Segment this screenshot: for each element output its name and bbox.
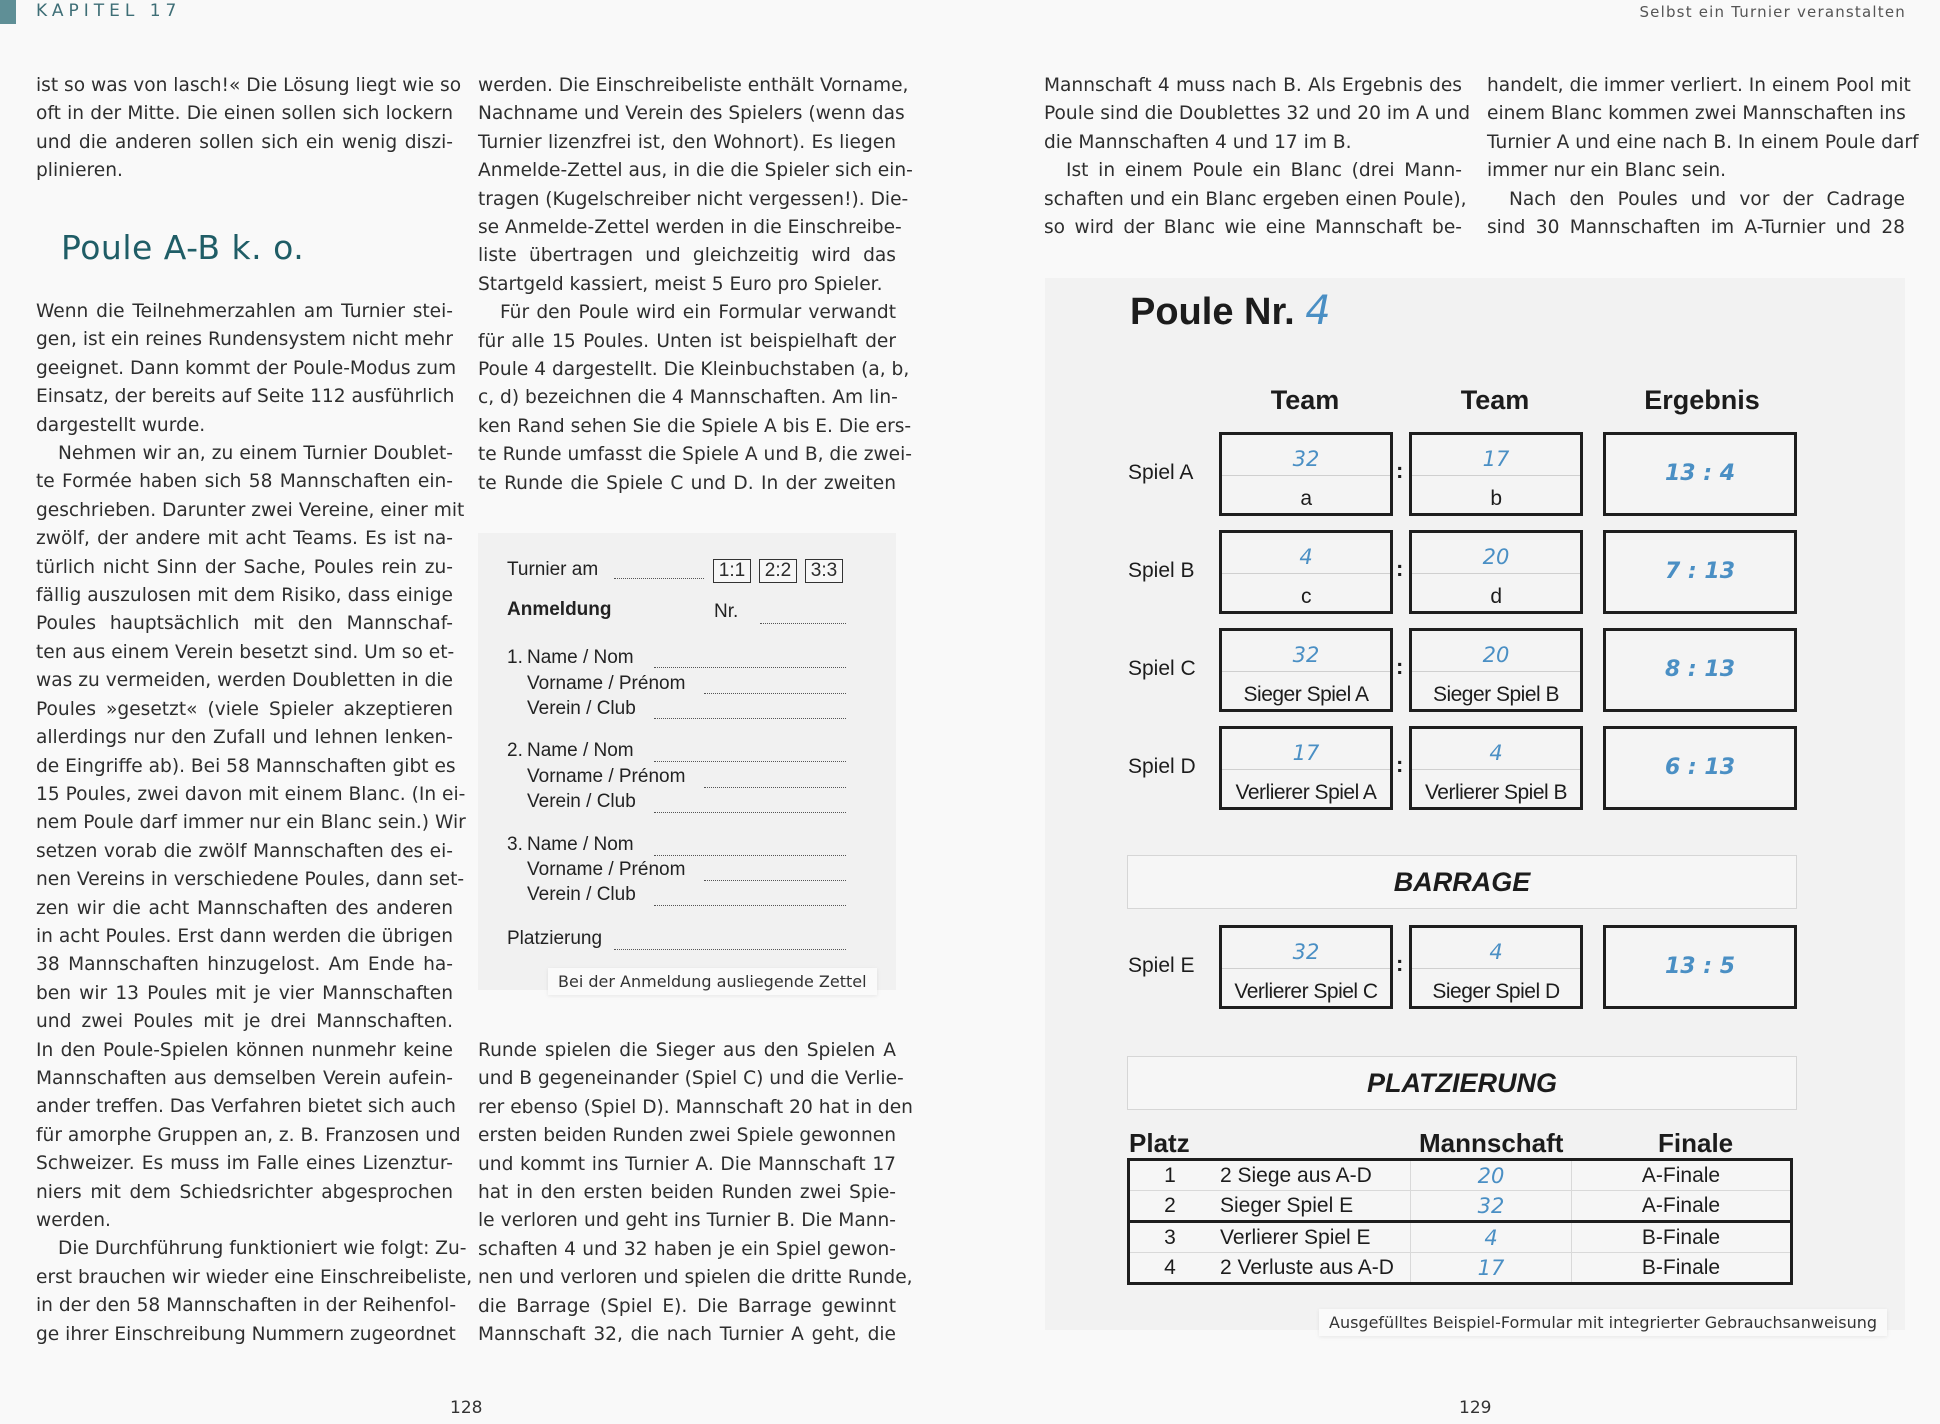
- text-line: fällig auszulosen mit dem Risiko, dass einige: [36, 585, 453, 607]
- player-1-first-name-label: Vorname / Prénom: [527, 673, 686, 694]
- game-e-label: Spiel E: [1128, 954, 1195, 977]
- text-line: Turnier lizenzfrei ist, den Wohnort). Es liegen: [478, 131, 896, 153]
- versus-separator: :: [1396, 458, 1404, 483]
- text-line: Einsatz, der bereits auf Seite 112 ausführlich: [36, 386, 455, 408]
- text-line: Poules hauptsächlich mit den Mannschaf-: [36, 613, 453, 635]
- team-slot-label: Verlierer Spiel B: [1424, 781, 1568, 804]
- player-1-name-field: [654, 667, 846, 668]
- text-line: Nach den Poules und vor der Cadrage: [1509, 188, 1905, 210]
- text-line: plinieren.: [36, 160, 123, 182]
- game-e-score: 13 : 5: [1603, 925, 1797, 1009]
- text-line: in der den 58 Mannschaften in der Reihenfol-: [36, 1295, 457, 1317]
- placement-row: [1129, 1253, 1792, 1284]
- text-line: setzen vorab die zwölf Mannschaften des ei-: [36, 840, 453, 862]
- versus-separator: :: [1396, 752, 1404, 777]
- place-description: 2 Siege aus A-D: [1210, 1160, 1411, 1191]
- text-line: türlich nicht Sinn der Sache, Poules rein zu-: [36, 556, 453, 578]
- player-3-index: 3.: [507, 834, 523, 855]
- game-a-score: 13 : 4: [1603, 432, 1797, 516]
- placement-field: [614, 949, 846, 950]
- section-heading: Poule A-B k. o.: [61, 228, 305, 267]
- player-2-club-label: Verein / Club: [527, 791, 636, 812]
- team-number: 20: [1412, 643, 1580, 672]
- text-line: Startgeld kassiert, meist 5 Euro pro Spieler.: [478, 273, 883, 295]
- game-d-team-2: [1409, 726, 1583, 810]
- team-slot-label: Verlierer Spiel A: [1235, 781, 1377, 804]
- text-line: Anmelde-Zettel aus, in die die Spieler sich ein-: [478, 160, 913, 182]
- player-3-name-field: [654, 855, 846, 856]
- number-field: [760, 623, 846, 624]
- poule-title: [1130, 288, 1331, 334]
- team-slot-label: b: [1490, 487, 1502, 510]
- left-page-column-1-intro: [36, 72, 462, 186]
- player-2-first-name-label: Vorname / Prénom: [527, 766, 686, 787]
- placement-header-place: Platz: [1129, 1128, 1190, 1158]
- format-box-1-1: 1:1: [713, 559, 751, 583]
- game-e-team-2: [1409, 925, 1583, 1009]
- game-e-team-1: [1219, 925, 1393, 1009]
- text-line: se Anmelde-Zettel werden in die Einschreibe-: [478, 217, 902, 239]
- text-line: nen und verloren und spielen die dritte Runde,: [478, 1267, 913, 1289]
- text-line: oft in der Mitte. Die einen sollen sich lockern: [36, 103, 453, 125]
- text-line: le verloren und geht ins Turnier B. Die Mann-: [478, 1210, 896, 1232]
- team-number: 32: [1222, 940, 1390, 969]
- poule-title-label: Poule Nr.: [1130, 291, 1295, 333]
- poule-number: 4: [1305, 288, 1331, 334]
- text-line: in acht Poules. Erst dann werden die übrigen: [36, 925, 453, 947]
- team-slot-label: c: [1301, 585, 1311, 608]
- player-3-first-name-field: [704, 880, 846, 881]
- text-line: schaften 4 und 32 haben je ein Spiel gewon-: [478, 1238, 896, 1260]
- team-slot-label: Sieger Spiel A: [1243, 683, 1369, 706]
- text-line: ten aus einem Verein besetzt sind. Um so et-: [36, 641, 455, 663]
- text-line: rer ebenso (Spiel D). Mannschaft 20 hat in den: [478, 1096, 913, 1118]
- player-2-first-name-field: [704, 787, 846, 788]
- text-line: c, d) bezeichnen die 4 Mannschaften. Am lin-: [478, 387, 898, 409]
- text-line: 15 Poules, zwei davon mit einem Blanc. (In ei-: [36, 783, 466, 805]
- place-number: 2: [1129, 1191, 1211, 1222]
- tournament-date-label: Turnier am: [507, 559, 599, 580]
- text-line: Runde spielen die Sieger aus den Spielen A: [478, 1040, 896, 1061]
- game-b-team-2: [1409, 530, 1583, 614]
- format-box-2-2: 2:2: [759, 559, 797, 583]
- poule-form-figure: [1045, 278, 1905, 1330]
- text-line: werden.: [36, 1210, 111, 1231]
- text-line: immer nur ein Blanc sein.: [1487, 160, 1727, 182]
- chapter-label: KAPITEL 17: [36, 1, 182, 21]
- text-line: te Runde die Spiele C und D. In der zweiten: [478, 472, 896, 494]
- text-line: geschrieben. Darunter zwei Vereine, einer mit: [36, 499, 465, 521]
- text-line: so wird der Blanc wie eine Mannschaft be-: [1044, 217, 1462, 239]
- place-description: Verlierer Spiel E: [1210, 1222, 1411, 1253]
- team-number: 17: [1412, 447, 1580, 476]
- text-line: was zu vermeiden, werden Doubletten in die: [36, 670, 453, 692]
- place-description: 2 Verluste aus A-D: [1220, 1255, 1394, 1279]
- text-line: ben wir 13 Poules mit je vier Mannschaften: [36, 982, 453, 1004]
- text-line: hat in den ersten beiden Runden zwei Spie-: [478, 1182, 896, 1204]
- game-b-team-1: [1219, 530, 1393, 614]
- text-line: Die Durchführung funktioniert wie folgt: Zu-: [58, 1238, 467, 1260]
- text-line: In den Poule-Spielen können nunmehr keine: [36, 1039, 453, 1061]
- registration-form-caption: Bei der Anmeldung ausliegende Zettel: [548, 968, 877, 995]
- team-slot-label: Sieger Spiel D: [1432, 980, 1560, 1003]
- placement-table: [1127, 1158, 1793, 1285]
- placement-row: [1129, 1191, 1792, 1222]
- game-b-score: 7 : 13: [1603, 530, 1797, 614]
- page-number-right: 129: [1459, 1398, 1492, 1418]
- game-d-score: 6 : 13: [1603, 726, 1797, 810]
- game-a-team-2: [1409, 432, 1583, 516]
- text-line: niers mit dem Schiedsrichter abgesprochen: [36, 1181, 453, 1203]
- place-final: A-Finale: [1572, 1191, 1792, 1222]
- text-line: te Runde umfasst die Spiele A und B, die zwei-: [478, 444, 912, 466]
- text-line: und B gegeneinander (Spiel C) und die Verlie-: [478, 1068, 904, 1090]
- format-box-3-3: 3:3: [805, 559, 843, 583]
- game-b-label: Spiel B: [1128, 559, 1195, 582]
- team-slot-label: Verlierer Spiel C: [1234, 980, 1378, 1003]
- number-label: Nr.: [714, 601, 739, 622]
- player-1-name-label: Name / Nom: [527, 647, 634, 668]
- text-line: tragen (Kugelschreiber nicht vergessen!). Die-: [478, 188, 909, 210]
- versus-separator: :: [1396, 654, 1404, 679]
- team-number: 17: [1222, 741, 1390, 770]
- place-final: B-Finale: [1572, 1253, 1792, 1284]
- player-1-club-field: [654, 718, 846, 719]
- text-line: Schweizer. Es muss im Falle eines Lizenztur-: [36, 1153, 453, 1175]
- column-header-result: Ergebnis: [1644, 385, 1760, 415]
- player-2-name-field: [654, 761, 846, 762]
- player-1-first-name-field: [704, 693, 846, 694]
- place-number: 1: [1129, 1160, 1211, 1191]
- text-line: ersten beiden Runden zwei Spiele gewonnen: [478, 1125, 896, 1147]
- text-line: Mannschaften aus demselben Verein aufein-: [36, 1067, 453, 1089]
- text-line: allerdings nur den Zufall und lehnen lenken-: [36, 727, 453, 749]
- player-3-club-field: [654, 905, 846, 906]
- text-line: ander treffen. Das Verfahren bietet sich auch: [36, 1096, 456, 1118]
- place-number: 3: [1129, 1222, 1211, 1253]
- right-page-column-2: [1487, 72, 1919, 242]
- versus-separator: :: [1396, 556, 1404, 581]
- left-page-column-2-bottom: [478, 1037, 913, 1349]
- team-number: 4: [1412, 940, 1580, 969]
- team-number: 4: [1412, 741, 1580, 770]
- text-line: die Mannschaften 4 und 17 im B.: [1044, 131, 1352, 153]
- text-line: geeignet. Dann kommt der Poule-Modus zum: [36, 357, 457, 379]
- column-header-team-1: Team: [1270, 385, 1340, 415]
- text-line: Nachname und Verein des Spielers (wenn das: [478, 103, 905, 125]
- place-team: 20: [1411, 1160, 1572, 1191]
- player-3-name-label: Name / Nom: [527, 834, 634, 855]
- text-line: 38 Mannschaften hinzugelost. Am Ende ha-: [36, 954, 453, 976]
- right-page-column-1: [1044, 72, 1471, 242]
- place-final: B-Finale: [1572, 1222, 1792, 1253]
- team-slot-label: Sieger Spiel B: [1432, 683, 1560, 706]
- placement-band: PLATZIERUNG: [1127, 1056, 1797, 1110]
- chapter-color-bar: [0, 0, 16, 24]
- game-c-label: Spiel C: [1128, 657, 1196, 680]
- registration-form-figure: [478, 533, 896, 990]
- text-line: Poule 4 dargestellt. Die Kleinbuchstaben (a, b,: [478, 359, 910, 381]
- placement-header-team: Mannschaft: [1419, 1128, 1564, 1158]
- player-2-club-field: [654, 812, 846, 813]
- text-line: für amorphe Gruppen an, z. B. Franzosen und: [36, 1124, 461, 1146]
- text-line: nem Poule darf immer nur ein Blanc sein.) Wir: [36, 812, 466, 834]
- text-line: und kommt ins Turnier A. Die Mannschaft 17: [478, 1153, 896, 1175]
- placement-header-final: Finale: [1658, 1128, 1734, 1158]
- text-line: te Formée haben sich 58 Mannschaften ein-: [36, 471, 453, 493]
- text-line: ist so was von lasch!« Die Lösung liegt wie so: [36, 75, 462, 96]
- text-line: Poules »gesetzt« (viele Spieler akzeptieren: [36, 698, 453, 720]
- player-3-first-name-label: Vorname / Prénom: [527, 859, 686, 880]
- text-line: zen wir die acht Mannschaften des anderen: [36, 897, 453, 919]
- text-line: Wenn die Teilnehmerzahlen am Turnier stei-: [36, 301, 453, 322]
- player-1-index: 1.: [507, 647, 523, 668]
- text-line: und zwei Poules mit je drei Mannschaften.: [36, 1011, 453, 1033]
- placement-row: [1129, 1222, 1792, 1253]
- team-slot-label: a: [1300, 487, 1312, 510]
- page-number-left: 128: [450, 1398, 483, 1418]
- text-line: Ist in einem Poule ein Blanc (drei Mann-: [1066, 160, 1462, 182]
- text-line: erst brauchen wir wieder eine Einschreibeliste,: [36, 1266, 473, 1288]
- text-line: für alle 15 Poules. Unten ist beispielhaft der: [478, 330, 896, 352]
- text-line: liste übertragen und gleichzeitig wird das: [478, 245, 896, 267]
- place-team: 4: [1411, 1222, 1572, 1253]
- place-team: 17: [1411, 1253, 1572, 1284]
- text-line: Mannschaft 32, die nach Turnier A geht, die: [478, 1324, 896, 1346]
- left-page-column-1-body: [36, 298, 473, 1349]
- text-line: handelt, die immer verliert. In einem Pool mit: [1487, 75, 1911, 96]
- place-number: 4: [1164, 1255, 1176, 1279]
- game-a-label: Spiel A: [1128, 461, 1194, 484]
- text-line: werden. Die Einschreibeliste enthält Vorname,: [478, 75, 909, 96]
- registration-title: Anmeldung: [507, 599, 612, 620]
- tournament-date-field: [614, 578, 704, 579]
- place-description: Sieger Spiel E: [1210, 1191, 1411, 1222]
- game-d-team-1: [1219, 726, 1393, 810]
- versus-separator: :: [1396, 951, 1404, 976]
- text-line: Für den Poule wird ein Formular verwandt: [500, 302, 896, 324]
- place-team: 32: [1411, 1191, 1572, 1222]
- team-number: 20: [1412, 545, 1580, 574]
- team-number: 32: [1222, 447, 1390, 476]
- text-line: ge ihrer Einschreibung Nummern zugeordnet: [36, 1323, 456, 1345]
- team-number: 32: [1222, 643, 1390, 672]
- team-number: 4: [1222, 545, 1390, 574]
- text-line: ken Rand sehen Sie die Spiele A bis E. Die ers-: [478, 415, 912, 437]
- player-1-club-label: Verein / Club: [527, 698, 636, 719]
- poule-form-caption: Ausgefülltes Beispiel-Formular mit integrierter Gebrauchsanweisung: [1319, 1309, 1887, 1336]
- player-2-name-label: Name / Nom: [527, 740, 634, 761]
- place-final: A-Finale: [1572, 1160, 1792, 1191]
- text-line: die Barrage (Spiel E). Die Barrage gewinnt: [478, 1295, 896, 1317]
- game-c-team-1: [1219, 628, 1393, 712]
- text-line: zwölf, der andere mit acht Teams. Es ist na-: [36, 528, 453, 550]
- player-3-club-label: Verein / Club: [527, 884, 636, 905]
- column-header-team-2: Team: [1460, 385, 1530, 415]
- game-d-label: Spiel D: [1128, 755, 1196, 778]
- game-a-team-1: [1219, 432, 1393, 516]
- text-line: Poule sind die Doublettes 32 und 20 im A und: [1044, 103, 1471, 125]
- text-line: sind 30 Mannschaften im A-Turnier und 28: [1487, 217, 1905, 239]
- text-line: einem Blanc kommen zwei Mannschaften ins: [1487, 103, 1906, 125]
- text-line: Mannschaft 4 muss nach B. Als Ergebnis des: [1044, 75, 1462, 96]
- text-line: Turnier A und eine nach B. In einem Poule darf: [1487, 131, 1919, 153]
- running-head: Selbst ein Turnier veranstalten: [1639, 3, 1906, 21]
- placement-row: [1129, 1160, 1792, 1191]
- text-line: Nehmen wir an, zu einem Turnier Doublet-: [58, 443, 453, 465]
- text-line: de Eingriffe ab). Bei 58 Mannschaften gibt es: [36, 755, 456, 777]
- text-line: nen Vereins in verschiedene Poules, dann set-: [36, 869, 465, 891]
- text-line: und die anderen sollen sich ein wenig diszi-: [36, 131, 453, 153]
- text-line: gen, ist ein reines Rundensystem nicht mehr: [36, 329, 453, 351]
- text-line: schaften und ein Blanc ergeben einen Poule),: [1044, 188, 1467, 210]
- text-line: dargestellt wurde.: [36, 414, 206, 436]
- barrage-band: BARRAGE: [1127, 855, 1797, 909]
- game-c-score: 8 : 13: [1603, 628, 1797, 712]
- team-slot-label: d: [1490, 585, 1502, 608]
- left-page-column-2-top: [478, 72, 913, 498]
- placement-label: Platzierung: [507, 928, 603, 949]
- game-c-team-2: [1409, 628, 1583, 712]
- player-2-index: 2.: [507, 740, 523, 761]
